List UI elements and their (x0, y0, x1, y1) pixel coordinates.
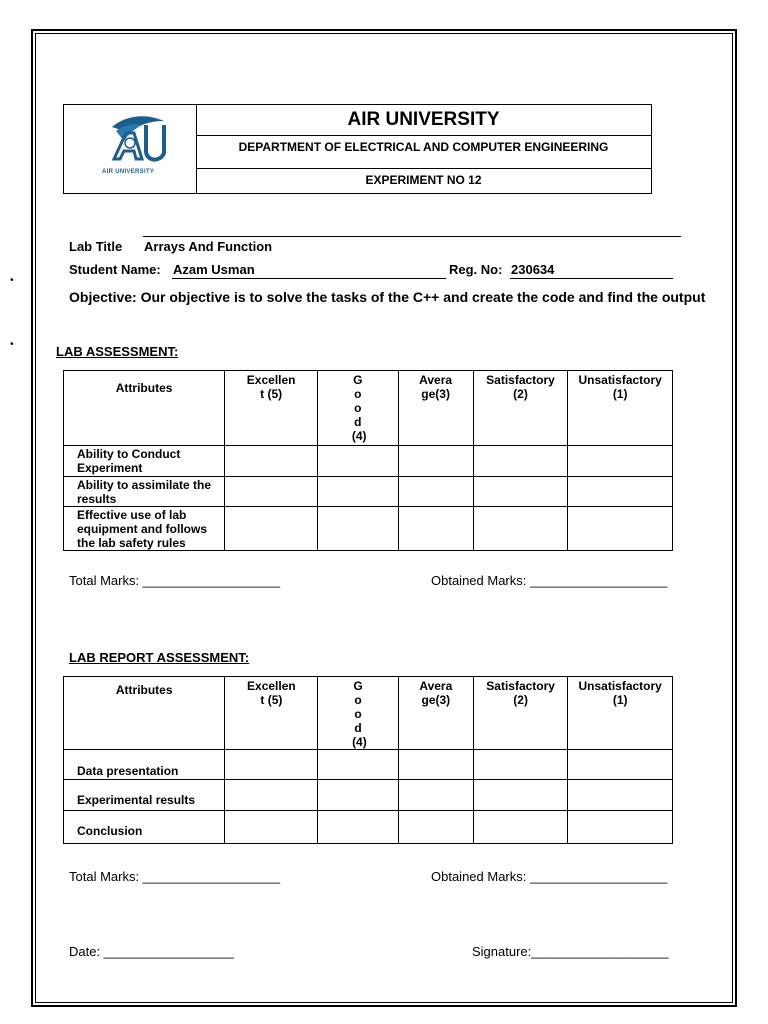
score-cell[interactable] (473, 750, 567, 780)
header-attributes (64, 371, 225, 446)
header-unsatisfactory (568, 371, 673, 446)
header-excellent-text: Excellent (5) (246, 373, 296, 401)
row-attribute: Conclusion (64, 811, 225, 844)
score-cell[interactable] (318, 446, 398, 477)
score-cell[interactable] (318, 811, 398, 844)
table-header-row (64, 371, 673, 446)
reg-no-line (510, 278, 673, 279)
header-attributes (64, 677, 225, 750)
header-good (318, 371, 398, 446)
score-cell[interactable] (398, 780, 473, 811)
header-unsatisfactory-text: Unsatisfactory (1) (578, 679, 662, 707)
table-row (64, 811, 673, 844)
table-row (64, 507, 673, 551)
experiment-number: EXPERIMENT NO 12 (365, 173, 482, 187)
score-cell[interactable] (473, 477, 568, 507)
report-total-marks: Total Marks: ___________________ (69, 869, 281, 884)
score-cell[interactable] (568, 446, 673, 477)
student-name-line (172, 278, 446, 279)
header-attributes-text: Attributes (115, 683, 173, 697)
header-good-text: Good(4) (351, 373, 367, 443)
logo-cell (64, 105, 197, 193)
score-cell[interactable] (568, 811, 673, 844)
margin-dot: • (10, 275, 14, 286)
score-cell[interactable] (225, 780, 318, 811)
row-attribute: Ability to assimilate the results (64, 477, 225, 507)
score-cell[interactable] (225, 446, 318, 477)
header-good (318, 677, 398, 750)
score-cell[interactable] (398, 507, 473, 551)
row-attribute: Ability to Conduct Experiment (64, 446, 225, 477)
table-row (64, 780, 673, 811)
university-title: AIR UNIVERSITY (196, 105, 651, 136)
score-cell[interactable] (318, 780, 398, 811)
score-cell[interactable] (398, 477, 473, 507)
table-header-row (64, 677, 673, 750)
signature-field: Signature:___________________ (472, 944, 669, 959)
report-assessment-title: LAB REPORT ASSESSMENT: (69, 650, 250, 665)
header-excellent (225, 677, 318, 750)
score-cell[interactable] (473, 507, 568, 551)
header-attributes-text: Attributes (115, 381, 173, 395)
lab-total-marks: Total Marks: ___________________ (69, 573, 281, 588)
header-excellent (225, 371, 318, 446)
lab-obtained-marks: Obtained Marks: ___________________ (431, 573, 668, 588)
table-row (64, 446, 673, 477)
row-attribute: Data presentation (64, 750, 225, 780)
header-average-text: Average(3) (419, 373, 453, 401)
score-cell[interactable] (473, 446, 568, 477)
lab-assessment-title: LAB ASSESSMENT: (56, 344, 179, 359)
header-average-text: Average(3) (419, 679, 453, 707)
header-satisfactory-text: Satisfactory (2) (486, 373, 555, 401)
air-university-logo-icon (64, 105, 196, 169)
score-cell[interactable] (225, 750, 318, 780)
score-cell[interactable] (225, 811, 318, 844)
score-cell[interactable] (473, 811, 567, 844)
header-average (398, 371, 473, 446)
score-cell[interactable] (318, 750, 398, 780)
lab-assessment-table (63, 370, 673, 551)
row-attribute: Effective use of lab equipment and follows the lab safety rules (64, 507, 225, 551)
report-assessment-table (63, 676, 673, 844)
row-attribute: Experimental results (64, 780, 225, 811)
lab-title-value: Arrays And Function (144, 239, 273, 254)
date-field: Date: __________________ (69, 944, 234, 959)
table-row (64, 477, 673, 507)
score-cell[interactable] (398, 811, 473, 844)
header-average (398, 677, 473, 750)
report-obtained-marks: Obtained Marks: ___________________ (431, 869, 668, 884)
score-cell[interactable] (225, 477, 318, 507)
header-box (63, 104, 652, 194)
student-name-value: Azam Usman (173, 262, 255, 277)
table-row (64, 750, 673, 780)
lab-title-top-line (143, 236, 681, 237)
score-cell[interactable] (225, 507, 318, 551)
objective-text: Objective: Our objective is to solve the tasks of the C++ and create the code and find the output (69, 289, 706, 305)
score-cell[interactable] (318, 507, 398, 551)
reg-no-value: 230634 (511, 262, 555, 277)
student-name-label: Student Name: (69, 262, 161, 277)
score-cell[interactable] (568, 507, 673, 551)
header-unsatisfactory-text: Unsatisfactory (1) (578, 373, 662, 401)
score-cell[interactable] (398, 750, 473, 780)
score-cell[interactable] (398, 446, 473, 477)
margin-dot: • (10, 339, 14, 350)
logo-text: AIR UNIVERSITY (102, 169, 155, 175)
score-cell[interactable] (473, 780, 567, 811)
header-good-text: Good(4) (352, 679, 367, 749)
department-name: DEPARTMENT OF ELECTRICAL AND COMPUTER ENGINEERING (196, 136, 651, 169)
score-cell[interactable] (568, 780, 673, 811)
score-cell[interactable] (568, 750, 673, 780)
reg-no-label: Reg. No: (449, 262, 503, 277)
score-cell[interactable] (318, 477, 398, 507)
header-satisfactory-text: Satisfactory (2) (486, 679, 555, 707)
header-satisfactory (473, 677, 567, 750)
lab-title-label: Lab Title (69, 239, 123, 254)
header-excellent-text: Excellent (5) (247, 679, 296, 707)
score-cell[interactable] (568, 477, 673, 507)
header-satisfactory (473, 371, 568, 446)
header-unsatisfactory (568, 677, 673, 750)
